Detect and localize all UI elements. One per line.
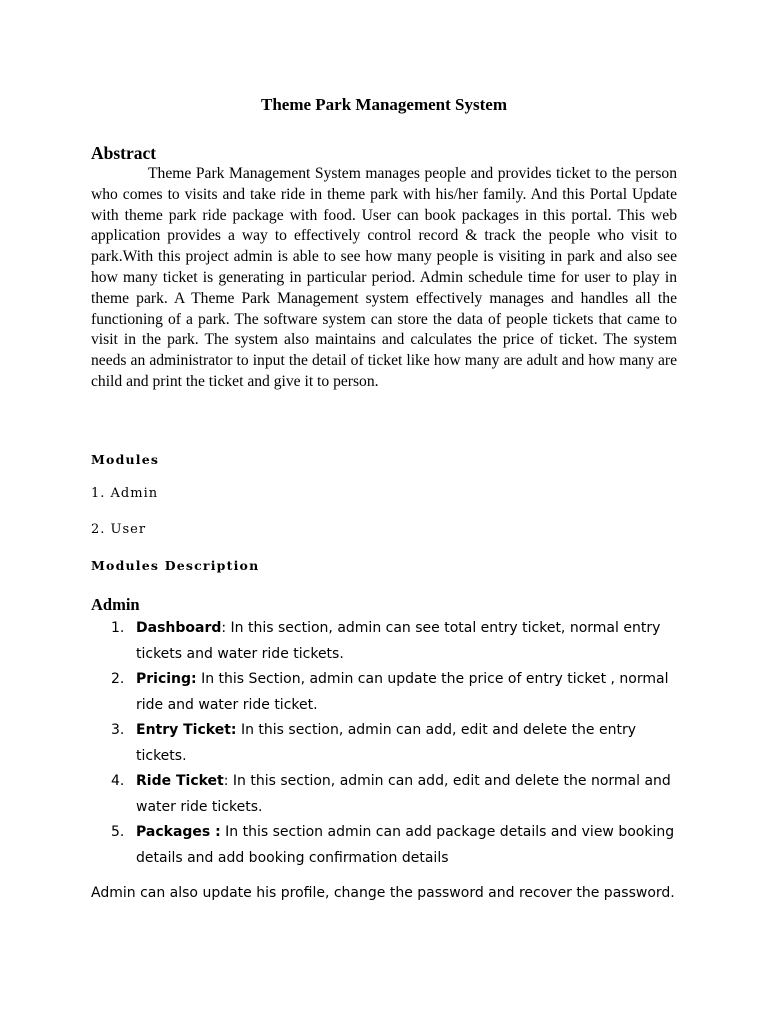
list-item-number: 5.: [111, 824, 125, 840]
list-item-pricing: [91, 667, 677, 718]
admin-heading: Admin: [91, 595, 140, 614]
module-item-admin: 1. Admin: [91, 486, 159, 501]
list-item-dashboard: [91, 616, 677, 667]
admin-feature-list: [91, 616, 677, 871]
list-item-entry-ticket: [91, 718, 677, 769]
list-item-term: Pricing:: [136, 671, 197, 687]
document-title: Theme Park Management System: [261, 95, 507, 114]
list-item-ride-ticket: [91, 769, 677, 820]
list-item-text: In this Section, admin can update the price of entry ticket , normal ride and water ride ticket.: [136, 671, 669, 713]
list-item-text: In this section admin can add package details and view booking details and add booking confirmation details: [136, 824, 675, 866]
module-item-user: 2. User: [91, 522, 147, 537]
list-item-text: In this section, admin can add, edit and delete the entry tickets.: [136, 722, 637, 764]
abstract-heading: Abstract: [91, 143, 157, 163]
list-item-term: Dashboard: [136, 620, 222, 636]
abstract-body: Theme Park Management System manages people and provides ticket to the person who comes to visits and take ride in theme park with his/her family. And this Portal Update with theme park ride package with food. User can book packages in this portal. This web application provides a way to effectively control record & track the people who visit to park.With this project admin is able to see how many people is visiting in park and also see how many ticket is generating in particular period. Admin schedule time for user to play in theme park. A Theme Park Management system effectively manages and handles all the functioning of a park. The software system can store the data of people tickets that came to visit in the park. The system also maintains and calculates the price of ticket. The system needs an administrator to input the detail of ticket like how many are adult and how many are child and print the ticket and give it to person.: [91, 165, 677, 390]
list-item-term: Entry Ticket:: [136, 722, 237, 738]
list-item-text: : In this section, admin can add, edit and delete the normal and water ride tickets.: [136, 773, 671, 815]
admin-footer-paragraph: Admin can also update his profile, change the password and recover the password.: [91, 885, 675, 901]
list-item-number: 1.: [111, 620, 125, 636]
modules-heading: Modules: [91, 452, 160, 467]
list-item-packages: [91, 820, 677, 871]
list-item-term: Ride Ticket: [136, 773, 224, 789]
list-item-term: Packages :: [136, 824, 221, 840]
list-item-text: : In this section, admin can see total entry ticket, normal entry tickets and water ride tickets.: [136, 620, 661, 662]
modules-description-heading: Modules Description: [91, 558, 260, 573]
list-item-number: 3.: [111, 722, 125, 738]
list-item-number: 4.: [111, 773, 125, 789]
list-item-number: 2.: [111, 671, 125, 687]
